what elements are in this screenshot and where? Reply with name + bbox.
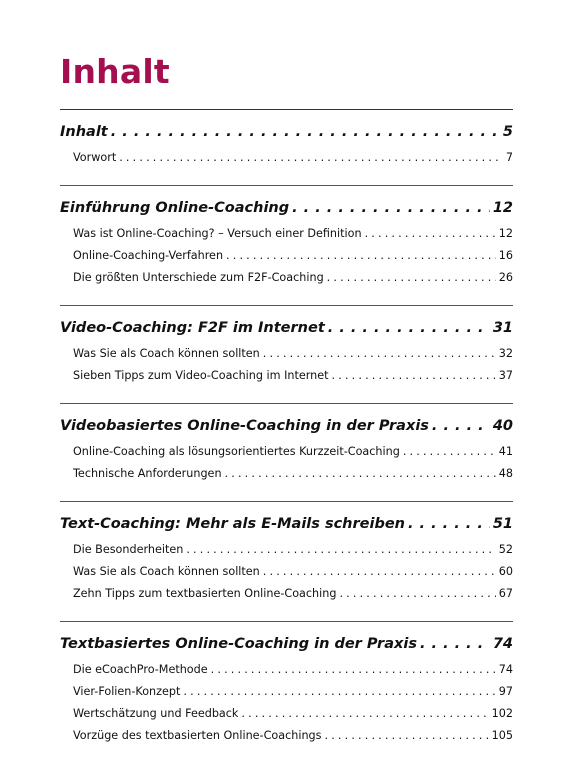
chapter-title: Video-Coaching: F2F im Internet xyxy=(60,320,325,336)
chapter-page-number: 12 xyxy=(492,200,513,216)
toc-entry[interactable] xyxy=(60,147,513,169)
chapter-page-number: 40 xyxy=(492,418,513,434)
dot-leader xyxy=(408,517,490,532)
toc-section xyxy=(60,305,513,403)
toc-entry[interactable] xyxy=(60,245,513,267)
entry-page-number: 37 xyxy=(498,369,513,382)
entry-page-number: 74 xyxy=(498,663,513,676)
toc-entry[interactable] xyxy=(60,539,513,561)
entry-page-number: 26 xyxy=(498,271,513,284)
entry-page-number: 60 xyxy=(498,565,513,578)
entry-page-number: 105 xyxy=(491,729,513,742)
entry-page-number: 7 xyxy=(505,151,513,164)
entry-title: Was Sie als Coach können sollten xyxy=(73,565,260,578)
toc-entry[interactable] xyxy=(60,703,513,725)
toc-entry[interactable] xyxy=(60,463,513,485)
toc-section xyxy=(60,621,513,763)
page-title: Inhalt xyxy=(60,52,170,91)
toc-entry[interactable] xyxy=(60,365,513,387)
dot-leader xyxy=(241,708,488,719)
toc-section xyxy=(60,185,513,305)
toc-entry[interactable] xyxy=(60,343,513,365)
chapter-title: Textbasiertes Online-Coaching in der Praxis xyxy=(60,636,417,652)
entry-page-number: 48 xyxy=(498,467,513,480)
chapter-entry[interactable] xyxy=(60,196,513,220)
entry-title: Online-Coaching als lösungsorientiertes Kurzzeit-Coaching xyxy=(73,445,400,458)
table-of-contents xyxy=(60,109,513,763)
chapter-entry[interactable] xyxy=(60,316,513,340)
chapter-title: Inhalt xyxy=(60,124,108,140)
toc-entry[interactable] xyxy=(60,267,513,289)
chapter-title: Einführung Online-Coaching xyxy=(60,200,290,216)
entry-page-number: 52 xyxy=(498,543,513,556)
dot-leader xyxy=(111,125,500,140)
entry-title: Wertschätzung und Feedback xyxy=(73,707,239,720)
entry-title: Zehn Tipps zum textbasierten Online-Coaching xyxy=(73,587,337,600)
dot-leader xyxy=(225,468,496,479)
entry-title: Online-Coaching-Verfahren xyxy=(73,249,224,262)
chapter-entry[interactable] xyxy=(60,632,513,656)
entry-title: Technische Anforderungen xyxy=(73,467,222,480)
dot-leader xyxy=(324,730,488,741)
entry-title: Was Sie als Coach können sollten xyxy=(73,347,260,360)
dot-leader xyxy=(119,152,503,163)
entry-page-number: 102 xyxy=(491,707,513,720)
dot-leader xyxy=(263,566,496,577)
chapter-page-number: 74 xyxy=(492,636,513,652)
entry-title: Vorwort xyxy=(73,151,117,164)
dot-leader xyxy=(339,588,495,599)
entry-title: Die größten Unterschiede zum F2F-Coaching xyxy=(73,271,324,284)
dot-leader xyxy=(403,446,496,457)
toc-entry[interactable] xyxy=(60,561,513,583)
dot-leader xyxy=(332,370,496,381)
dot-leader xyxy=(183,686,495,697)
entry-page-number: 12 xyxy=(498,227,513,240)
toc-entry[interactable] xyxy=(60,681,513,703)
entry-title: Sieben Tipps zum Video-Coaching im Internet xyxy=(73,369,329,382)
chapter-page-number: 51 xyxy=(492,516,513,532)
dot-leader xyxy=(226,250,496,261)
dot-leader xyxy=(327,272,496,283)
entry-page-number: 97 xyxy=(498,685,513,698)
dot-leader xyxy=(365,228,496,239)
toc-section xyxy=(60,403,513,501)
chapter-title: Videobasiertes Online-Coaching in der Praxis xyxy=(60,418,429,434)
dot-leader xyxy=(432,419,490,434)
dot-leader xyxy=(263,348,496,359)
dot-leader xyxy=(292,201,490,216)
entry-page-number: 32 xyxy=(498,347,513,360)
dot-leader xyxy=(420,637,490,652)
chapter-title: Text-Coaching: Mehr als E-Mails schreiben xyxy=(60,516,405,532)
toc-entry[interactable] xyxy=(60,441,513,463)
entry-title: Vier-Folien-Konzept xyxy=(73,685,181,698)
dot-leader xyxy=(328,321,490,336)
entry-title: Die Besonderheiten xyxy=(73,543,184,556)
toc-section xyxy=(60,501,513,621)
chapter-page-number: 5 xyxy=(502,124,513,140)
chapter-entry[interactable] xyxy=(60,414,513,438)
dot-leader xyxy=(211,664,496,675)
toc-entry[interactable] xyxy=(60,223,513,245)
entry-page-number: 41 xyxy=(498,445,513,458)
entry-title: Die eCoachPro-Methode xyxy=(73,663,208,676)
chapter-entry[interactable] xyxy=(60,512,513,536)
dot-leader xyxy=(186,544,495,555)
toc-entry[interactable] xyxy=(60,583,513,605)
entry-title: Was ist Online-Coaching? – Versuch einer Definition xyxy=(73,227,362,240)
entry-title: Vorzüge des textbasierten Online-Coachings xyxy=(73,729,322,742)
chapter-entry[interactable] xyxy=(60,120,513,144)
entry-page-number: 16 xyxy=(498,249,513,262)
entry-page-number: 67 xyxy=(498,587,513,600)
toc-entry[interactable] xyxy=(60,725,513,747)
chapter-page-number: 31 xyxy=(492,320,513,336)
toc-entry[interactable] xyxy=(60,659,513,681)
toc-section xyxy=(60,109,513,185)
